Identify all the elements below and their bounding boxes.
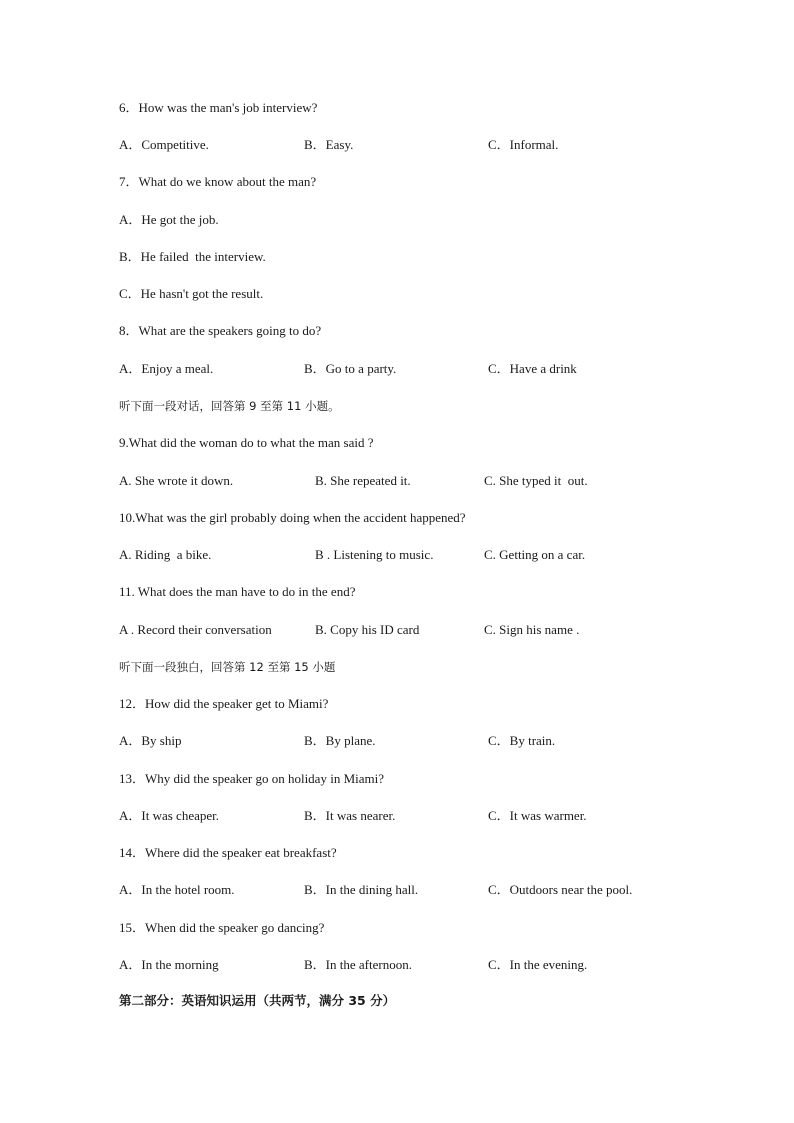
question-12-option-c: C．By train. [488,733,556,748]
question-13-option-a: A．It was cheaper. [119,808,219,823]
question-9-option-c: C. She typed it out. [484,473,588,488]
question-6-stem: 6．How was the man's job interview? [119,100,318,115]
question-9-option-a: A. She wrote it down. [119,473,234,488]
question-15-option-a: A．In the morning [119,957,219,972]
question-11-stem: 11. What does the man have to do in the end? [119,584,356,599]
question-14-option-b: B．In the dining hall. [304,882,419,897]
instruction-monologue: 听下面一段独白，回答第 12 至第 15 小题 [119,660,336,674]
question-8-stem: 8．What are the speakers going to do? [119,323,322,338]
question-7-option-a: A．He got the job. [119,212,219,227]
question-6-option-c: C．Informal. [488,137,559,152]
question-12-option-a: A．By ship [119,733,182,748]
question-6-option-b: B．Easy. [304,137,354,152]
question-10-option-b: B . Listening to music. [315,547,434,562]
question-14-stem: 14．Where did the speaker eat breakfast? [119,845,337,860]
question-8-option-c: C．Have a drink [488,361,577,376]
question-14-option-a: A．In the hotel room. [119,882,235,897]
question-13-option-c: C．It was warmer. [488,808,587,823]
question-8-option-a: A．Enjoy a meal. [119,361,214,376]
question-7-option-c: C．He hasn't got the result. [119,286,264,301]
question-12-option-b: B．By plane. [304,733,376,748]
question-7-stem: 7．What do we know about the man? [119,174,317,189]
question-8-option-b: B．Go to a party. [304,361,397,376]
question-10-stem: 10.What was the girl probably doing when the accident happened? [119,510,466,525]
question-7-option-b: B．He failed the interview. [119,249,266,264]
instruction-dialogue: 听下面一段对话，回答第 9 至第 11 小题。 [119,399,340,413]
question-12-stem: 12．How did the speaker get to Miami? [119,696,329,711]
question-11-option-a: A . Record their conversation [119,622,272,637]
question-15-stem: 15．When did the speaker go dancing? [119,920,325,935]
question-10-option-a: A. Riding a bike. [119,547,212,562]
question-6-option-a: A．Competitive. [119,137,209,152]
question-11-option-c: C. Sign his name . [484,622,580,637]
question-15-option-c: C．In the evening. [488,957,588,972]
question-13-option-b: B．It was nearer. [304,808,396,823]
question-14-option-c: C．Outdoors near the pool. [488,882,633,897]
question-9-stem: 9.What did the woman do to what the man said ? [119,435,374,450]
question-15-option-b: B．In the afternoon. [304,957,412,972]
section-heading: 第二部分：英语知识运用（共两节，满分 35 分） [119,993,396,1008]
question-10-option-c: C. Getting on a car. [484,547,586,562]
question-13-stem: 13．Why did the speaker go on holiday in Miami? [119,771,385,786]
question-9-option-b: B. She repeated it. [315,473,411,488]
question-11-option-b: B. Copy his ID card [315,622,420,637]
